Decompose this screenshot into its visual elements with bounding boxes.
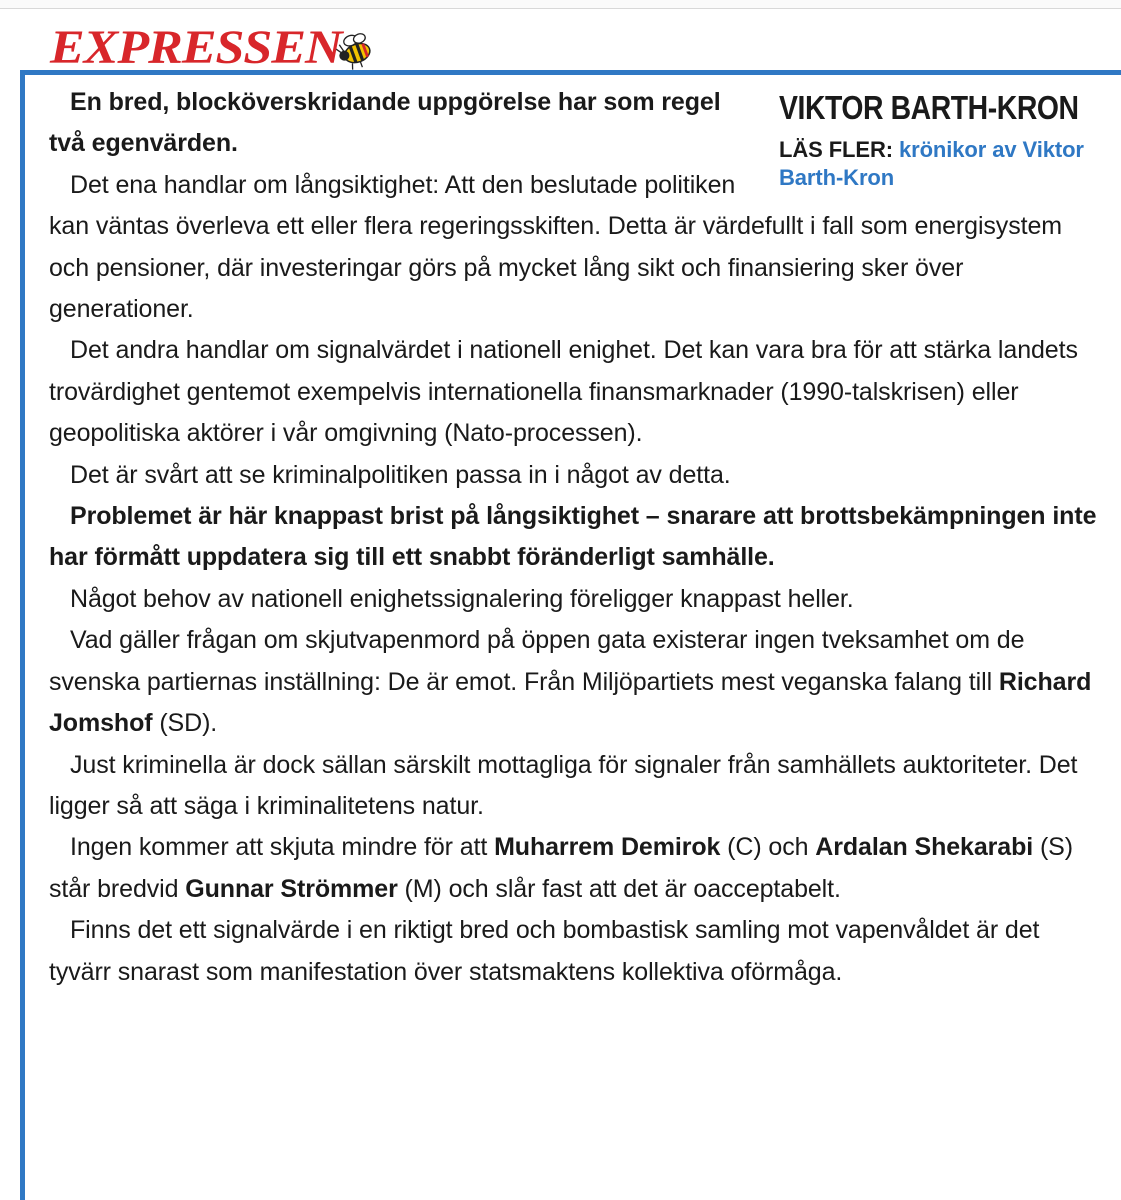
author-name: VIKTOR BARTH-KRON (779, 89, 1079, 126)
expressen-logo[interactable]: EXPRESSEN (50, 21, 342, 74)
paragraph-text: Något behov av nationell enighetssignalering föreligger knappast heller. (70, 584, 854, 613)
paragraph-text: Ingen kommer att skjuta mindre för att (70, 833, 495, 862)
article-paragraph (49, 496, 1099, 579)
paragraph-text: (M) och slår fast att det är oacceptabelt. (397, 874, 841, 903)
article-paragraph (49, 620, 1099, 744)
paragraph-text: Just kriminella är dock sällan särskilt mottagliga för signaler från samhällets auktoriteter. Det ligger så att säga i kriminalitetens natur. (49, 750, 1078, 820)
masthead (50, 16, 376, 72)
bold-text: Ardalan Shekarabi (815, 833, 1034, 862)
paragraph-text: Det andra handlar om signalvärdet i nationell enighet. Det kan vara bra för att stärka landets trovärdighet gentemot exempelvis internationella finansmarknader (1990-talskrisen) eller geopolitiska aktörer i vår omgivning (Nato-processen). (49, 336, 1078, 448)
byline (779, 88, 1109, 192)
paragraph-text: Det är svårt att se kriminalpolitiken passa in i något av detta. (70, 460, 731, 489)
bold-text: Gunnar Strömmer (185, 874, 398, 903)
article-paragraph (49, 455, 1099, 496)
bold-text: Richard Jomshof (49, 667, 1092, 738)
article-body (49, 82, 1099, 993)
paragraph-text: Finns det ett signalvärde i en riktigt bred och bombastisk samling mot vapenvåldet är det tyvärr snarast som manifestation över statsmaktens kollektiva oförmåga. (49, 916, 1040, 986)
read-more (779, 136, 1109, 192)
bold-text: Problemet är här knappast brist på långsiktighet – snarare att brottsbekämpningen inte har förmått uppdatera sig till ett snabbt föränderligt samhälle. (49, 502, 1097, 572)
paragraph-text: (S) står bredvid (49, 833, 1073, 903)
article-paragraph (49, 330, 1099, 454)
article-paragraph (49, 827, 1099, 910)
paragraph-text: Vad gäller frågan om skjutvapenmord på öppen gata existerar ingen tveksamhet om de svenska partiernas inställning: De är emot. Från Miljöpartiets mest veganska falang till (49, 626, 1025, 696)
article-paragraph (49, 579, 1099, 620)
article-paragraph (49, 745, 1099, 828)
paragraph-text: Det ena handlar om långsiktighet: Att den beslutade politiken kan väntas överleva ett eller flera regeringsskiften. Detta är värdefullt i fall som energisystem och pensioner, där investeringar görs på mycket lång sikt och finansiering sker över generationer. (49, 170, 1062, 324)
bold-text: Muharrem Demirok (494, 833, 721, 862)
browser-top-edge (0, 0, 1121, 9)
article-paragraph (49, 910, 1099, 993)
read-more-link[interactable]: krönikor av Viktor Barth-Kron (779, 137, 1084, 190)
bold-text: En bred, blocköverskridande uppgörelse har som regel två egenvärden. (49, 88, 721, 158)
paragraph-text: (C) och (720, 833, 816, 862)
read-more-label: LÄS FLER: (779, 137, 893, 162)
paragraph-text: (SD). (152, 709, 218, 738)
